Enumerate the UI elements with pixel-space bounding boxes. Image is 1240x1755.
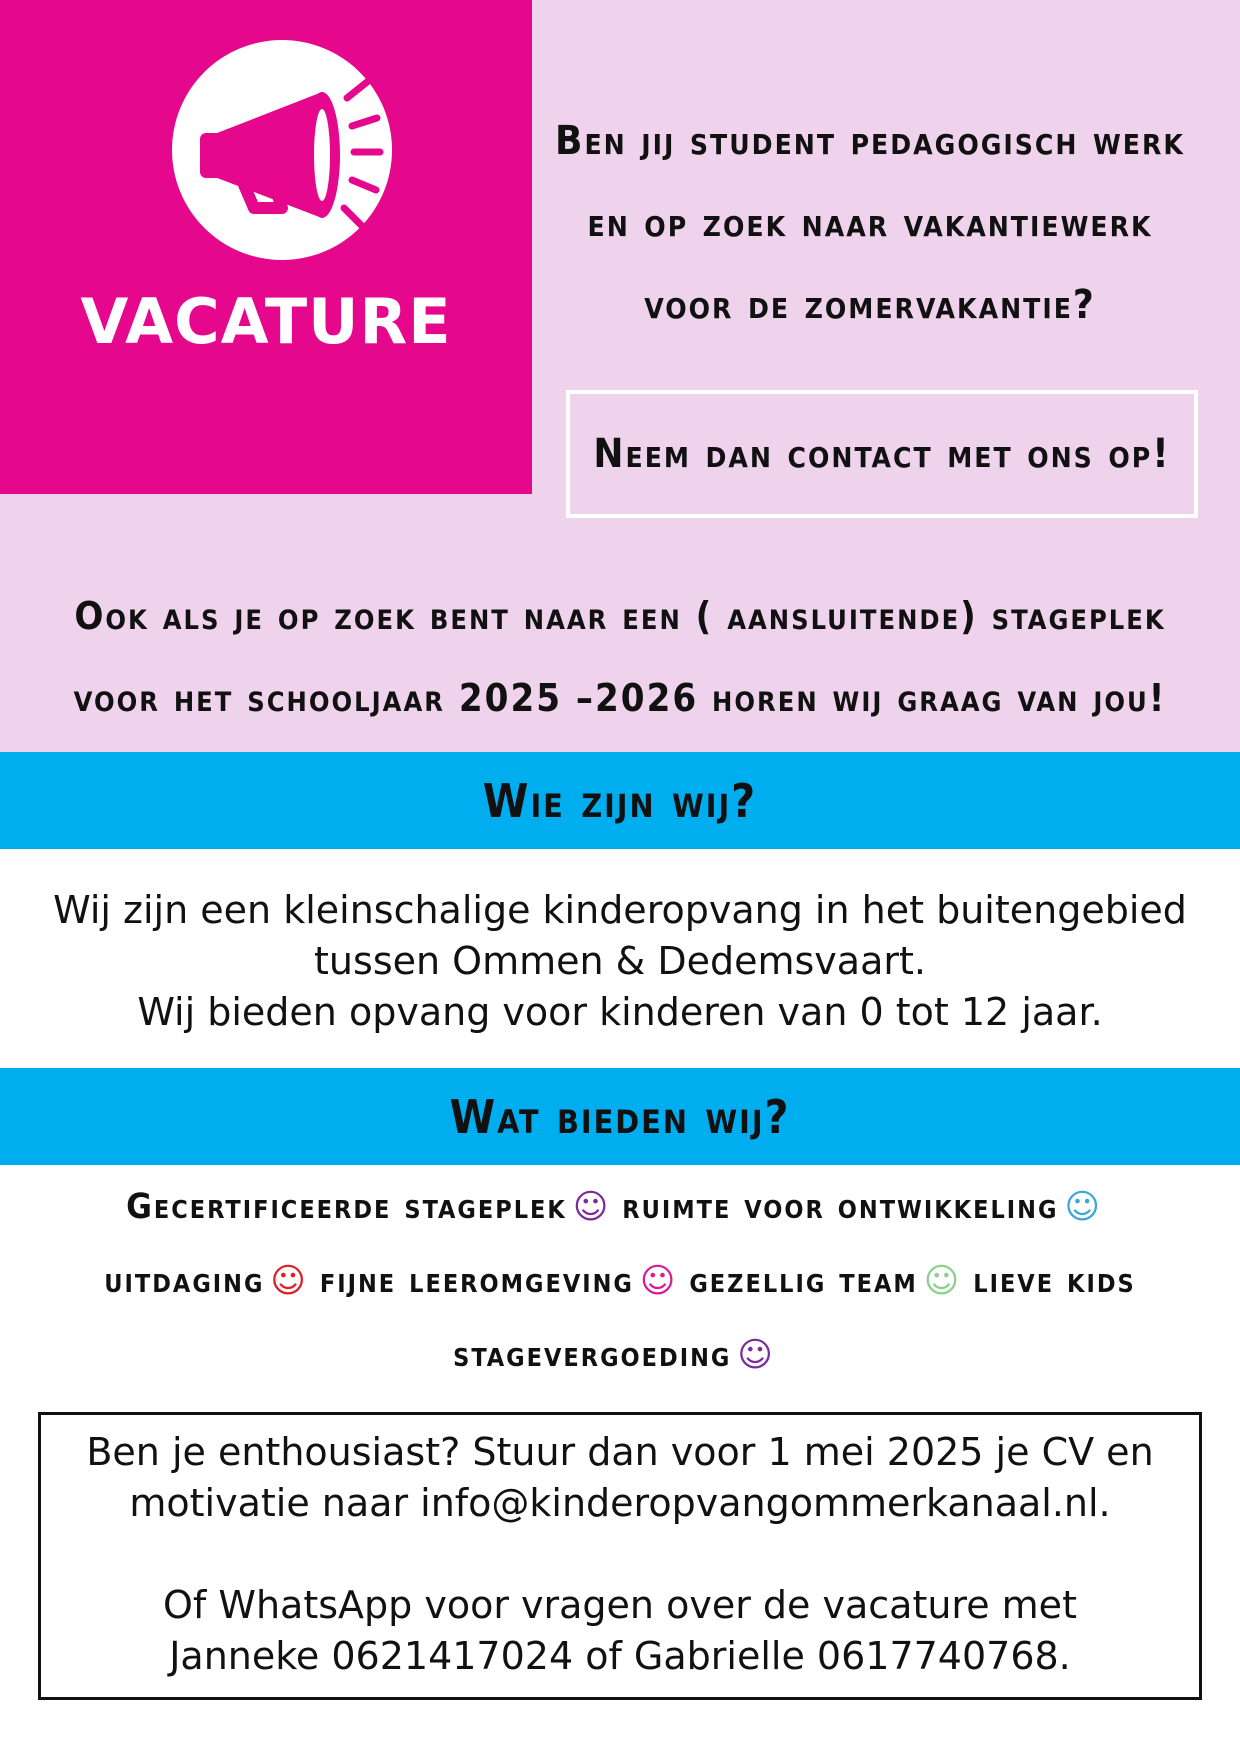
apply-line: Ben je enthousiast? Stuur dan voor 1 mei 2025 je CV en — [86, 1430, 1154, 1474]
offer-heading-band — [0, 1068, 1240, 1165]
offer-heading: Wat bieden wij? — [449, 1089, 791, 1144]
apply-box — [38, 1412, 1202, 1700]
offer-list — [20, 1170, 1220, 1392]
intro-line: voor de zomervakantie? — [644, 282, 1096, 328]
offer-item: gezellig team — [689, 1261, 918, 1301]
internship-line: voor het schooljaar 2025 –2026 horen wij graag van jou! — [73, 676, 1167, 720]
apply-line: Janneke 0621417024 of Gabrielle 0617740768. — [169, 1634, 1071, 1678]
offer-item: stagevergoeding — [453, 1335, 732, 1375]
who-description — [0, 885, 1240, 1038]
intro-text — [540, 100, 1200, 346]
intro-line: Ben jij student pedagogisch werk — [555, 118, 1185, 164]
smiley-icon: ☺ — [923, 1261, 960, 1301]
smiley-icon: ☺ — [1064, 1187, 1100, 1227]
internship-text — [20, 575, 1220, 739]
vacature-logo-block — [0, 0, 532, 494]
megaphone-icon — [172, 40, 392, 260]
offer-item: ruimte voor ontwikkeling — [622, 1187, 1059, 1227]
offer-item: uitdaging — [104, 1261, 265, 1301]
offer-item: Gecertificeerde stageplek — [126, 1187, 567, 1227]
smiley-icon: ☺ — [639, 1261, 676, 1301]
apply-line: Of WhatsApp voor vragen over de vacature met — [163, 1583, 1077, 1627]
offer-item: fijne leeromgeving — [319, 1261, 634, 1301]
who-line: tussen Ommen & Dedemsvaart. — [314, 939, 926, 983]
smiley-icon: ☺ — [270, 1261, 306, 1301]
intro-line: en op zoek naar vakantiewerk — [587, 200, 1153, 246]
vacature-title: VACATURE — [80, 285, 452, 358]
contact-callout — [566, 390, 1198, 518]
who-line: Wij bieden opvang voor kinderen van 0 tot 12 jaar. — [137, 990, 1103, 1034]
smiley-icon: ☺ — [737, 1335, 773, 1375]
offer-row — [20, 1318, 1220, 1392]
offer-row — [20, 1244, 1220, 1318]
logo-circle — [172, 40, 392, 260]
who-heading: Wie zijn wij? — [482, 773, 758, 828]
apply-line: motivatie naar info@kinderopvangommerkanaal.nl. — [129, 1481, 1111, 1525]
spacer — [41, 1529, 1199, 1580]
offer-row — [20, 1170, 1220, 1244]
smiley-icon: ☺ — [572, 1187, 609, 1227]
who-heading-band — [0, 752, 1240, 849]
who-line: Wij zijn een kleinschalige kinderopvang in het buitengebied — [53, 888, 1187, 932]
contact-callout-text: Neem dan contact met ons op! — [593, 431, 1171, 477]
internship-line: Ook als je op zoek bent naar een ( aansluitende) stageplek — [74, 594, 1166, 638]
offer-item: lieve kids — [973, 1261, 1136, 1301]
